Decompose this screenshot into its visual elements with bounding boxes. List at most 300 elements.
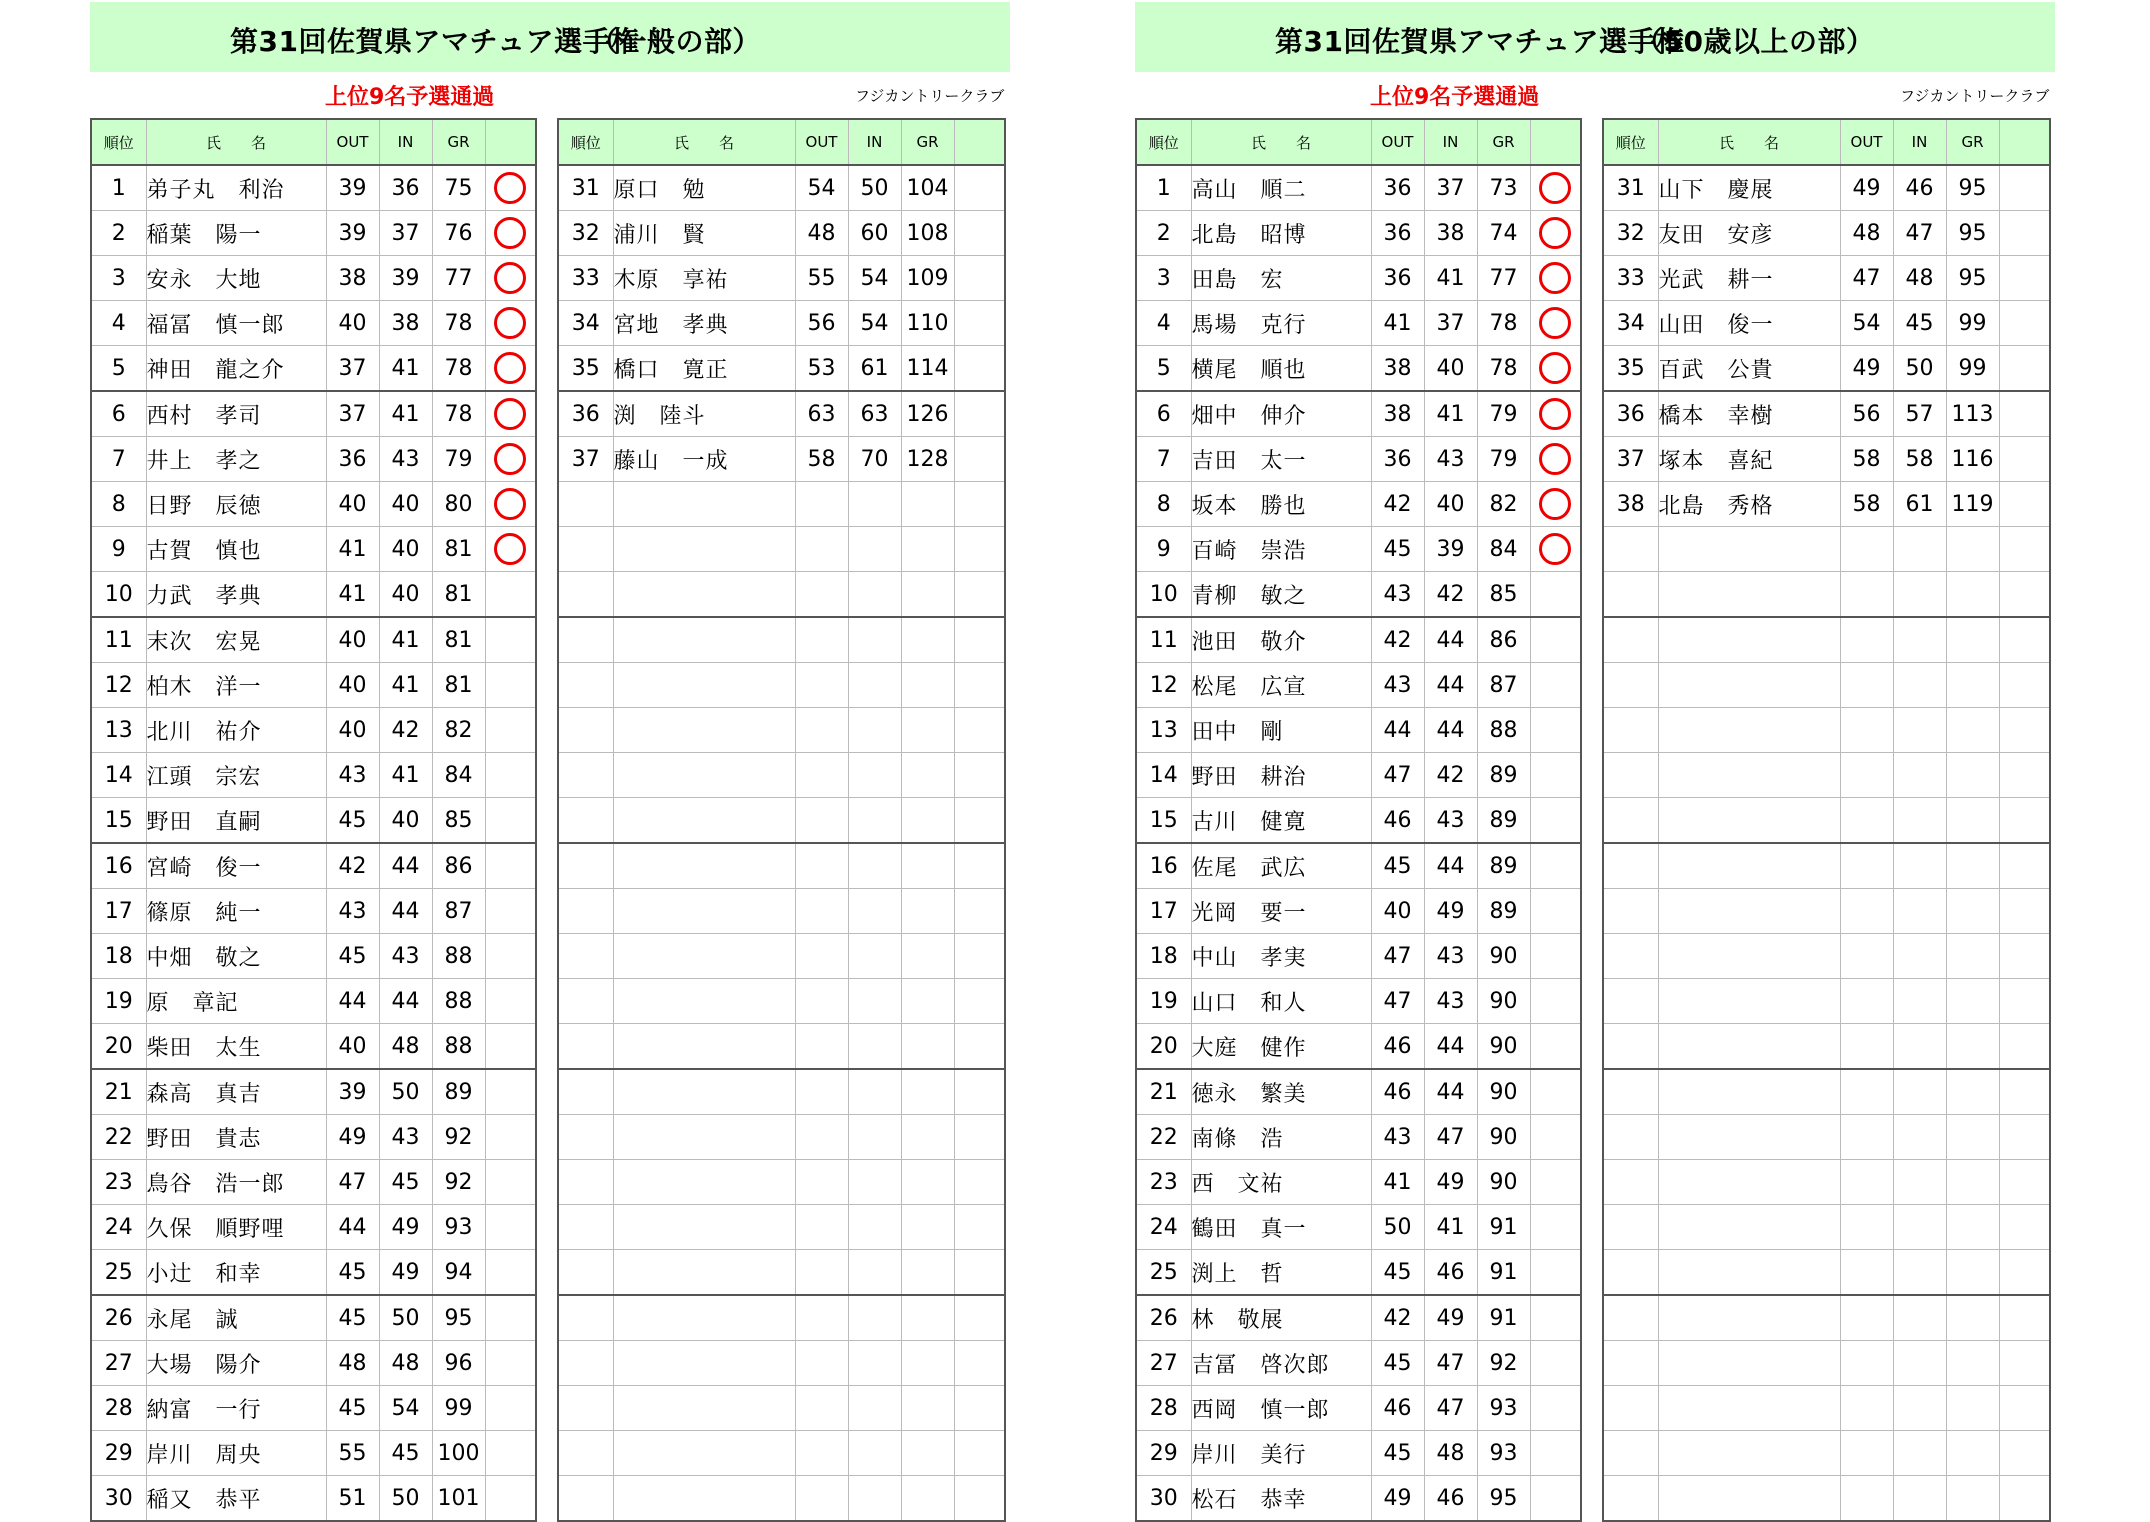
qualified-circle-icon — [494, 443, 526, 475]
table-row — [1603, 1476, 2050, 1522]
score-out — [1840, 572, 1893, 618]
score-in: 47 — [1893, 211, 1946, 256]
score-gross: 85 — [432, 798, 485, 844]
player-name — [613, 1250, 795, 1296]
rank-cell: 30 — [1136, 1476, 1191, 1522]
score-gross: 79 — [1477, 391, 1530, 437]
player-name — [613, 572, 795, 618]
qualifier-cell — [1530, 437, 1581, 482]
score-gross: 91 — [1477, 1295, 1530, 1341]
score-out: 58 — [1840, 482, 1893, 527]
rank-cell — [1603, 1250, 1658, 1296]
score-gross: 79 — [1477, 437, 1530, 482]
score-out: 40 — [326, 301, 379, 346]
player-name — [1658, 1205, 1840, 1250]
player-name: 江頭 宗宏 — [146, 753, 326, 798]
player-name: 柏木 洋一 — [146, 663, 326, 708]
table-row — [91, 1160, 536, 1205]
score-out: 45 — [1371, 1341, 1424, 1386]
score-in — [1893, 1069, 1946, 1115]
score-in — [848, 1024, 901, 1070]
qualifier-cell — [1530, 165, 1581, 211]
qualifier-cell — [1999, 1476, 2050, 1522]
score-out — [795, 1476, 848, 1522]
rank-cell: 5 — [91, 346, 146, 392]
rank-cell: 6 — [1136, 391, 1191, 437]
qualified-circle-icon — [494, 172, 526, 204]
score-in: 40 — [379, 798, 432, 844]
score-out — [1840, 663, 1893, 708]
player-name: 橋口 寛正 — [613, 346, 795, 392]
table-row — [1603, 979, 2050, 1024]
score-out — [795, 1431, 848, 1476]
rank-cell: 10 — [1136, 572, 1191, 618]
rank-cell — [1603, 934, 1658, 979]
score-out — [795, 753, 848, 798]
qualifier-cell — [485, 1431, 536, 1476]
score-out: 43 — [1371, 572, 1424, 618]
score-in — [848, 979, 901, 1024]
player-name: 柴田 太生 — [146, 1024, 326, 1070]
rank-cell — [1603, 572, 1658, 618]
col-header-rank: 順位 — [1136, 119, 1191, 165]
col-header-out: OUT — [326, 119, 379, 165]
rank-cell: 36 — [558, 391, 613, 437]
qualifier-cell — [1999, 437, 2050, 482]
table-row — [558, 798, 1005, 844]
qualifier-cell — [1999, 1431, 2050, 1476]
table-row — [1603, 617, 2050, 663]
rank-cell — [1603, 1069, 1658, 1115]
qualifier-cell — [485, 843, 536, 889]
rank-cell: 23 — [1136, 1160, 1191, 1205]
score-gross — [901, 1115, 954, 1160]
score-gross: 88 — [432, 979, 485, 1024]
score-in — [1893, 979, 1946, 1024]
score-out — [795, 482, 848, 527]
rank-cell: 4 — [1136, 301, 1191, 346]
table-row — [1136, 391, 1581, 437]
player-name — [1658, 1341, 1840, 1386]
score-gross: 104 — [901, 165, 954, 211]
rank-cell: 29 — [91, 1431, 146, 1476]
table-row — [558, 1341, 1005, 1386]
qualifier-cell — [954, 165, 1005, 211]
score-in: 47 — [1424, 1341, 1477, 1386]
player-name: 高山 順二 — [1191, 165, 1371, 211]
player-name: 日野 辰徳 — [146, 482, 326, 527]
tournament-title: 第31回佐賀県アマチュア選手権 — [230, 25, 640, 58]
score-in: 40 — [1424, 482, 1477, 527]
score-out — [795, 979, 848, 1024]
table-row — [558, 301, 1005, 346]
player-name: 畑中 伸介 — [1191, 391, 1371, 437]
player-name: 田中 剛 — [1191, 708, 1371, 753]
qualifier-cell — [485, 1205, 536, 1250]
player-name — [613, 1295, 795, 1341]
table-row — [558, 437, 1005, 482]
player-name — [1658, 1386, 1840, 1431]
qualifier-cell — [485, 1250, 536, 1296]
qualifier-cell — [485, 211, 536, 256]
qualify-note: 上位9名予選通過 — [1370, 85, 1540, 110]
qualifier-cell — [954, 482, 1005, 527]
score-gross: 87 — [1477, 663, 1530, 708]
score-gross: 84 — [432, 753, 485, 798]
score-out — [1840, 1115, 1893, 1160]
qualifier-cell — [1530, 889, 1581, 934]
score-out: 36 — [1371, 437, 1424, 482]
score-in — [848, 663, 901, 708]
col-header-qualifier — [485, 119, 536, 165]
score-gross: 85 — [1477, 572, 1530, 618]
score-gross: 101 — [432, 1476, 485, 1522]
score-gross: 89 — [1477, 753, 1530, 798]
qualifier-cell — [954, 1295, 1005, 1341]
player-name — [1658, 1295, 1840, 1341]
score-in — [848, 527, 901, 572]
rank-cell: 24 — [1136, 1205, 1191, 1250]
rank-cell — [558, 1160, 613, 1205]
score-gross — [1946, 1386, 1999, 1431]
table-row — [558, 1115, 1005, 1160]
score-gross: 99 — [1946, 301, 1999, 346]
player-name: 中山 孝実 — [1191, 934, 1371, 979]
table-row — [1136, 753, 1581, 798]
score-out: 49 — [1840, 346, 1893, 392]
player-name — [1658, 1160, 1840, 1205]
score-gross: 78 — [1477, 346, 1530, 392]
score-out: 45 — [1371, 1431, 1424, 1476]
score-in — [1893, 889, 1946, 934]
table-row — [1136, 256, 1581, 301]
player-name: 中畑 敬之 — [146, 934, 326, 979]
score-out — [795, 1024, 848, 1070]
qualifier-cell — [954, 798, 1005, 844]
player-name — [1658, 1431, 1840, 1476]
score-out — [1840, 617, 1893, 663]
table-row — [91, 753, 536, 798]
table-row — [91, 391, 536, 437]
score-out: 45 — [326, 798, 379, 844]
score-out — [1840, 889, 1893, 934]
score-gross — [1946, 1205, 1999, 1250]
col-header-gr: GR — [1477, 119, 1530, 165]
player-name — [1658, 889, 1840, 934]
player-name: 北川 祐介 — [146, 708, 326, 753]
score-out — [1840, 753, 1893, 798]
score-gross: 89 — [1477, 889, 1530, 934]
score-out: 63 — [795, 391, 848, 437]
qualified-circle-icon — [494, 488, 526, 520]
rank-cell — [558, 1431, 613, 1476]
score-out: 40 — [326, 617, 379, 663]
player-name — [1658, 1069, 1840, 1115]
score-in: 54 — [379, 1386, 432, 1431]
qualifier-cell — [1999, 663, 2050, 708]
table-row — [1136, 437, 1581, 482]
table-row — [558, 889, 1005, 934]
score-gross: 88 — [432, 1024, 485, 1070]
rank-cell — [558, 527, 613, 572]
score-out: 44 — [326, 979, 379, 1024]
score-gross — [1946, 1160, 1999, 1205]
rank-cell: 7 — [1136, 437, 1191, 482]
qualifier-cell — [485, 346, 536, 392]
qualifier-cell — [1999, 1250, 2050, 1296]
rank-cell: 1 — [1136, 165, 1191, 211]
qualify-note: 上位9名予選通過 — [325, 85, 495, 110]
score-gross — [901, 482, 954, 527]
score-gross: 109 — [901, 256, 954, 301]
score-in: 44 — [1424, 708, 1477, 753]
player-name: 久保 順野哩 — [146, 1205, 326, 1250]
qualifier-cell — [1530, 1386, 1581, 1431]
score-out — [1840, 934, 1893, 979]
table-row — [1603, 1115, 2050, 1160]
score-out: 43 — [1371, 1115, 1424, 1160]
player-name: 稲葉 陽一 — [146, 211, 326, 256]
score-in — [848, 753, 901, 798]
score-in — [848, 1205, 901, 1250]
table-row — [91, 1476, 536, 1522]
col-header-in: IN — [1424, 119, 1477, 165]
qualifier-cell — [1530, 1115, 1581, 1160]
score-in: 44 — [1424, 1069, 1477, 1115]
table-row — [1136, 1341, 1581, 1386]
title-bar — [90, 2, 1010, 72]
table-row — [91, 1386, 536, 1431]
score-in — [848, 1250, 901, 1296]
qualifier-cell — [1999, 798, 2050, 844]
qualifier-cell — [1530, 482, 1581, 527]
table-row — [1603, 527, 2050, 572]
player-name: 鳥谷 浩一郎 — [146, 1160, 326, 1205]
score-gross — [901, 1295, 954, 1341]
score-gross: 95 — [1946, 165, 1999, 211]
score-out — [795, 1160, 848, 1205]
rank-cell: 2 — [1136, 211, 1191, 256]
rank-cell — [558, 798, 613, 844]
score-gross: 78 — [432, 346, 485, 392]
rank-cell — [558, 1476, 613, 1522]
score-in: 48 — [379, 1024, 432, 1070]
score-gross: 95 — [1946, 256, 1999, 301]
table-row — [1136, 663, 1581, 708]
results-table-ranks-1-30 — [1135, 118, 1582, 1522]
table-row — [91, 1069, 536, 1115]
table-row — [1136, 211, 1581, 256]
table-row — [1603, 1024, 2050, 1070]
qualified-circle-icon — [1539, 262, 1571, 294]
table-row — [1603, 1250, 2050, 1296]
qualifier-cell — [954, 211, 1005, 256]
table-row — [1136, 798, 1581, 844]
table-row — [1603, 211, 2050, 256]
table-row — [91, 843, 536, 889]
score-gross: 119 — [1946, 482, 1999, 527]
qualifier-cell — [1999, 1115, 2050, 1160]
score-in: 41 — [1424, 1205, 1477, 1250]
score-gross: 95 — [432, 1295, 485, 1341]
score-out: 39 — [326, 211, 379, 256]
score-gross — [1946, 527, 1999, 572]
player-name: 大場 陽介 — [146, 1341, 326, 1386]
player-name — [1658, 979, 1840, 1024]
player-name: 北島 昭博 — [1191, 211, 1371, 256]
score-in: 43 — [1424, 979, 1477, 1024]
score-gross: 77 — [432, 256, 485, 301]
rank-cell: 7 — [91, 437, 146, 482]
score-gross — [901, 617, 954, 663]
rank-cell — [558, 843, 613, 889]
table-row — [1136, 165, 1581, 211]
qualifier-cell — [1999, 527, 2050, 572]
table-row — [558, 211, 1005, 256]
rank-cell: 17 — [1136, 889, 1191, 934]
player-name: 田島 宏 — [1191, 256, 1371, 301]
table-row — [558, 617, 1005, 663]
score-gross: 89 — [432, 1069, 485, 1115]
qualified-circle-icon — [1539, 172, 1571, 204]
score-in: 49 — [1424, 1295, 1477, 1341]
score-in: 49 — [379, 1205, 432, 1250]
score-gross — [1946, 1250, 1999, 1296]
player-name — [613, 482, 795, 527]
player-name: 西村 孝司 — [146, 391, 326, 437]
score-in: 45 — [1893, 301, 1946, 346]
score-out: 47 — [1371, 753, 1424, 798]
col-header-qualifier — [1530, 119, 1581, 165]
rank-cell — [558, 934, 613, 979]
rank-cell: 38 — [1603, 482, 1658, 527]
score-in: 36 — [379, 165, 432, 211]
qualifier-cell — [485, 1341, 536, 1386]
score-out — [1840, 1386, 1893, 1431]
qualifier-cell — [1999, 617, 2050, 663]
player-name — [613, 1160, 795, 1205]
rank-cell: 24 — [91, 1205, 146, 1250]
rank-cell: 18 — [91, 934, 146, 979]
player-name: 吉冨 啓次郎 — [1191, 1341, 1371, 1386]
player-name — [1658, 572, 1840, 618]
col-header-qualifier — [954, 119, 1005, 165]
score-in: 41 — [379, 391, 432, 437]
qualifier-cell — [1999, 1386, 2050, 1431]
score-out: 45 — [1371, 1250, 1424, 1296]
score-gross: 84 — [1477, 527, 1530, 572]
table-row — [558, 934, 1005, 979]
qualified-circle-icon — [1539, 488, 1571, 520]
score-out: 56 — [1840, 391, 1893, 437]
qualifier-cell — [485, 889, 536, 934]
panel-general — [90, 0, 1098, 1518]
rank-cell: 33 — [558, 256, 613, 301]
table-row — [1136, 979, 1581, 1024]
table-row — [91, 889, 536, 934]
qualifier-cell — [1530, 1160, 1581, 1205]
score-in: 38 — [379, 301, 432, 346]
score-in — [1893, 753, 1946, 798]
qualifier-cell — [954, 391, 1005, 437]
score-in: 50 — [1893, 346, 1946, 392]
qualifier-cell — [1999, 256, 2050, 301]
score-gross — [1946, 889, 1999, 934]
score-gross: 81 — [432, 572, 485, 618]
rank-cell — [1603, 1205, 1658, 1250]
score-gross: 114 — [901, 346, 954, 392]
table-row — [1136, 1386, 1581, 1431]
player-name — [1658, 1115, 1840, 1160]
player-name: 光岡 要一 — [1191, 889, 1371, 934]
score-out — [1840, 1341, 1893, 1386]
score-gross — [1946, 1024, 1999, 1070]
table-row — [1136, 1476, 1581, 1522]
score-gross: 78 — [1477, 301, 1530, 346]
table-row — [558, 708, 1005, 753]
score-in: 57 — [1893, 391, 1946, 437]
score-gross — [1946, 572, 1999, 618]
player-name: 末次 宏晃 — [146, 617, 326, 663]
club-credit: フジカントリークラブ — [855, 87, 1005, 105]
score-gross — [901, 1341, 954, 1386]
score-out: 47 — [1840, 256, 1893, 301]
score-gross — [1946, 979, 1999, 1024]
qualifier-cell — [1530, 617, 1581, 663]
rank-cell — [558, 1205, 613, 1250]
score-in: 50 — [379, 1295, 432, 1341]
qualifier-cell — [1999, 889, 2050, 934]
score-gross — [901, 1476, 954, 1522]
score-gross — [901, 934, 954, 979]
qualifier-cell — [485, 1160, 536, 1205]
score-in — [1893, 663, 1946, 708]
score-out — [795, 934, 848, 979]
rank-cell: 11 — [1136, 617, 1191, 663]
score-out: 42 — [1371, 482, 1424, 527]
score-gross: 87 — [432, 889, 485, 934]
table-row — [91, 798, 536, 844]
score-out — [1840, 843, 1893, 889]
score-in: 42 — [1424, 572, 1477, 618]
score-out: 58 — [795, 437, 848, 482]
table-row — [1136, 1205, 1581, 1250]
score-in: 61 — [1893, 482, 1946, 527]
qualified-circle-icon — [1539, 398, 1571, 430]
qualifier-cell — [1999, 1295, 2050, 1341]
qualifier-cell — [485, 391, 536, 437]
qualifier-cell — [954, 1024, 1005, 1070]
rank-cell — [558, 979, 613, 1024]
score-in — [1893, 1160, 1946, 1205]
col-header-gr: GR — [1946, 119, 1999, 165]
rank-cell — [1603, 663, 1658, 708]
rank-cell: 31 — [1603, 165, 1658, 211]
qualifier-cell — [485, 572, 536, 618]
rank-cell: 9 — [91, 527, 146, 572]
score-out: 40 — [326, 482, 379, 527]
score-gross: 86 — [432, 843, 485, 889]
table-row — [558, 482, 1005, 527]
score-out: 51 — [326, 1476, 379, 1522]
table-row — [1603, 1295, 2050, 1341]
score-gross: 92 — [1477, 1341, 1530, 1386]
qualifier-cell — [1530, 301, 1581, 346]
score-out: 56 — [795, 301, 848, 346]
rank-cell — [558, 1069, 613, 1115]
score-gross: 95 — [1477, 1476, 1530, 1522]
table-row — [1603, 346, 2050, 392]
